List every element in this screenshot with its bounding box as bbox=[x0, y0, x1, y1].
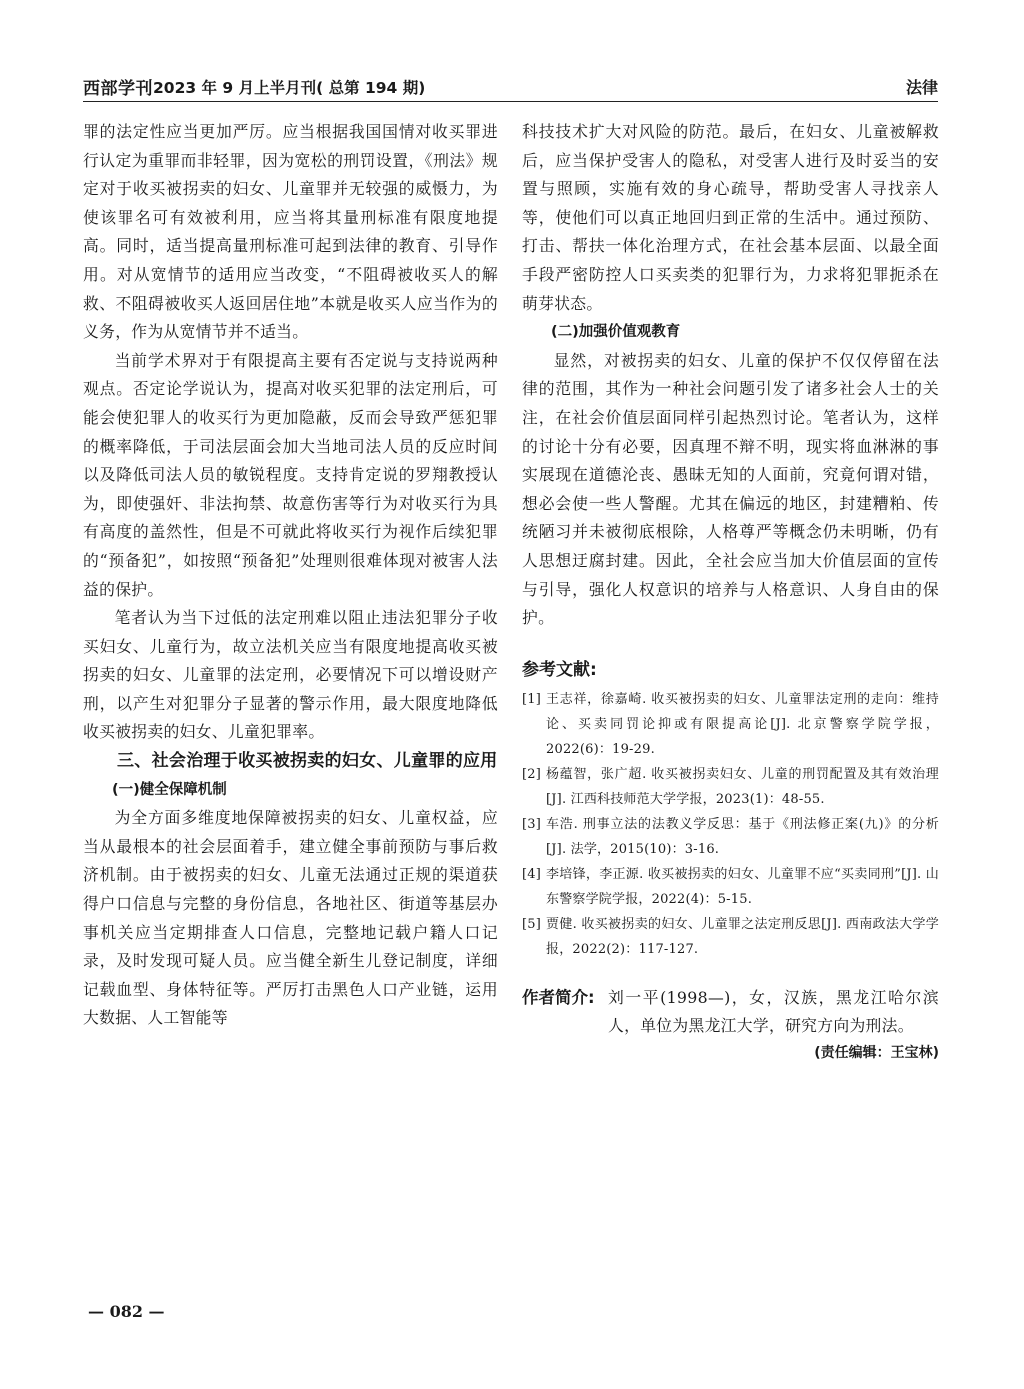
reference-item bbox=[522, 862, 939, 912]
paragraph: 为全方面多维度地保障被拐卖的妇女、儿童权益，应当从最根本的社会层面着手，建立健全事前预防与事后救济机制。由于被拐卖的妇女、儿童无法通过正规的渠道获得户口信息与完整的身份信息，各地社区、街道等基层办事机关应当定期排查人口信息，完整地记载户籍人口记录，及时发现可疑人员。应当健全新生儿登记制度，详细记载血型、身体特征等。严厉打击黑色人口产业链，运用大数据、人工智能等 bbox=[83, 808, 498, 1028]
reference-list bbox=[522, 687, 939, 962]
author-bio-text: 刘一平(1998—)，女，汉族，黑龙江哈尔滨人，单位为黑龙江大学，研究方向为刑法。 bbox=[608, 987, 939, 1035]
reference-text: 车浩. 刑事立法的法教义学反思：基于《刑法修正案(九)》的分析[J]. 法学，2015(10)：3-16. bbox=[546, 816, 939, 857]
header-rule bbox=[83, 101, 938, 102]
page-number: — 082 — bbox=[88, 1302, 165, 1321]
reference-item bbox=[522, 912, 939, 962]
reference-text: 李培锋，李正源. 收买被拐卖的妇女、儿童罪不应“买卖同刑”[J]. 山东警察学院学报，2022(4)：5-15. bbox=[546, 866, 939, 907]
responsible-editor: (责任编辑：王宝林) bbox=[814, 1044, 939, 1061]
author-bio bbox=[522, 984, 939, 1040]
reference-number: [5] bbox=[522, 916, 542, 932]
reference-number: [3] bbox=[522, 816, 542, 832]
paragraph: 笔者认为当下过低的法定刑难以阻止违法犯罪分子收买妇女、儿童行为，故立法机关应当有限度地提高收买被拐卖的妇女、儿童罪的法定刑，必要情况下可以增设财产刑，以产生对犯罪分子显著的警示作用，最大限度地降低收买被拐卖的妇女、儿童犯罪率。 bbox=[83, 608, 498, 742]
journal-name: 西部学刊 bbox=[83, 79, 153, 99]
paragraph: 罪的法定性应当更加严厉。应当根据我国国情对收买罪进行认定为重罪而非轻罪，因为宽松的刑罚设置，《刑法》规定对于收买被拐卖的妇女、儿童罪并无较强的威慑力，为使该罪名可有效被利用，应当将其量刑标准有限度地提高。同时，适当提高量刑标准可起到法律的教育、引导作用。对从宽情节的适用应当改变，“不阻碍被收买人的解救、不阻碍被收买人返回居住地”本就是收买人应当作为的义务，作为从宽情节并不适当。 bbox=[83, 122, 498, 342]
paragraph: 显然，对被拐卖的妇女、儿童的保护不仅仅停留在法律的范围，其作为一种社会问题引发了诸多社会人士的关注，在社会价值层面同样引起热烈讨论。笔者认为，这样的讨论十分有必要，因真理不辩不明，现实将血淋淋的事实展现在道德沦丧、愚昧无知的人面前，究竟何谓对错，想必会使一些人警醒。尤其在偏远的地区，封建糟粕、传统陋习并未被彻底根除，人格尊严等概念仍未明晰，仍有人思想迂腐封建。因此，全社会应当加大价值层面的宣传与引导，强化人权意识的培养与人格意识、人身自由的保护。 bbox=[522, 350, 939, 628]
right-column bbox=[522, 118, 939, 1066]
page-header bbox=[83, 72, 938, 102]
section-label: 法律 bbox=[905, 78, 938, 97]
section-heading: 三、社会治理于收买被拐卖的妇女、儿童罪的应用 bbox=[117, 751, 498, 772]
issue-info: 2023 年 9 月上半月刊( 总第 194 期) bbox=[153, 79, 426, 97]
references-title: 参考文献: bbox=[522, 659, 597, 680]
reference-number: [1] bbox=[522, 691, 542, 707]
paragraph: 当前学术界对于有限提高主要有否定说与支持说两种观点。否定论学说认为，提高对收买犯罪的法定刑后，可能会使犯罪人的收买行为更加隐蔽，反而会导致严惩犯罪的概率降低，于司法层面会加大当地司法人员的反应时间以及降低司法人员的敏锐程度。支持肯定说的罗翔教授认为，即使强奸、非法拘禁、故意伤害等行为对收买行为具有高度的盖然性，但是不可就此将收买行为视作后续犯罪的“预备犯”，如按照“预备犯”处理则很难体现对被害人法益的保护。 bbox=[83, 350, 498, 599]
reference-text: 王志祥，徐嘉崎. 收买被拐卖的妇女、儿童罪法定刑的走向：维持论、买卖同罚论抑或有限提高论[J]. 北京警察学院学报，2022(6)：19-29. bbox=[546, 691, 939, 757]
paragraph: 科技技术扩大对风险的防范。最后，在妇女、儿童被解救后，应当保护受害人的隐私，对受害人进行及时妥当的安置与照顾，实施有效的身心疏导，帮助受害人寻找亲人等，使他们可以真正地回归到正常的生活中。通过预防、打击、帮扶一体化治理方式，在社会基本层面、以最全面手段严密防控人口买卖类的犯罪行为，力求将犯罪扼杀在萌芽状态。 bbox=[522, 122, 939, 313]
subsection-heading: (二)加强价值观教育 bbox=[551, 324, 681, 341]
reference-item bbox=[522, 687, 939, 762]
subsection-heading: (一)健全保障机制 bbox=[112, 781, 227, 798]
left-column bbox=[83, 118, 498, 1033]
reference-number: [4] bbox=[522, 866, 542, 882]
reference-item bbox=[522, 762, 939, 812]
reference-text: 杨蕴智，张广超. 收买被拐卖妇女、儿童的刑罚配置及其有效治理[J]. 江西科技师范大学学报，2023(1)：48-55. bbox=[546, 766, 939, 807]
author-bio-label: 作者简介: bbox=[522, 987, 595, 1007]
reference-text: 贾健. 收买被拐卖的妇女、儿童罪之法定刑反思[J]. 西南政法大学学报，2022(2)：117-127. bbox=[546, 916, 939, 957]
reference-number: [2] bbox=[522, 766, 542, 782]
reference-item bbox=[522, 812, 939, 862]
